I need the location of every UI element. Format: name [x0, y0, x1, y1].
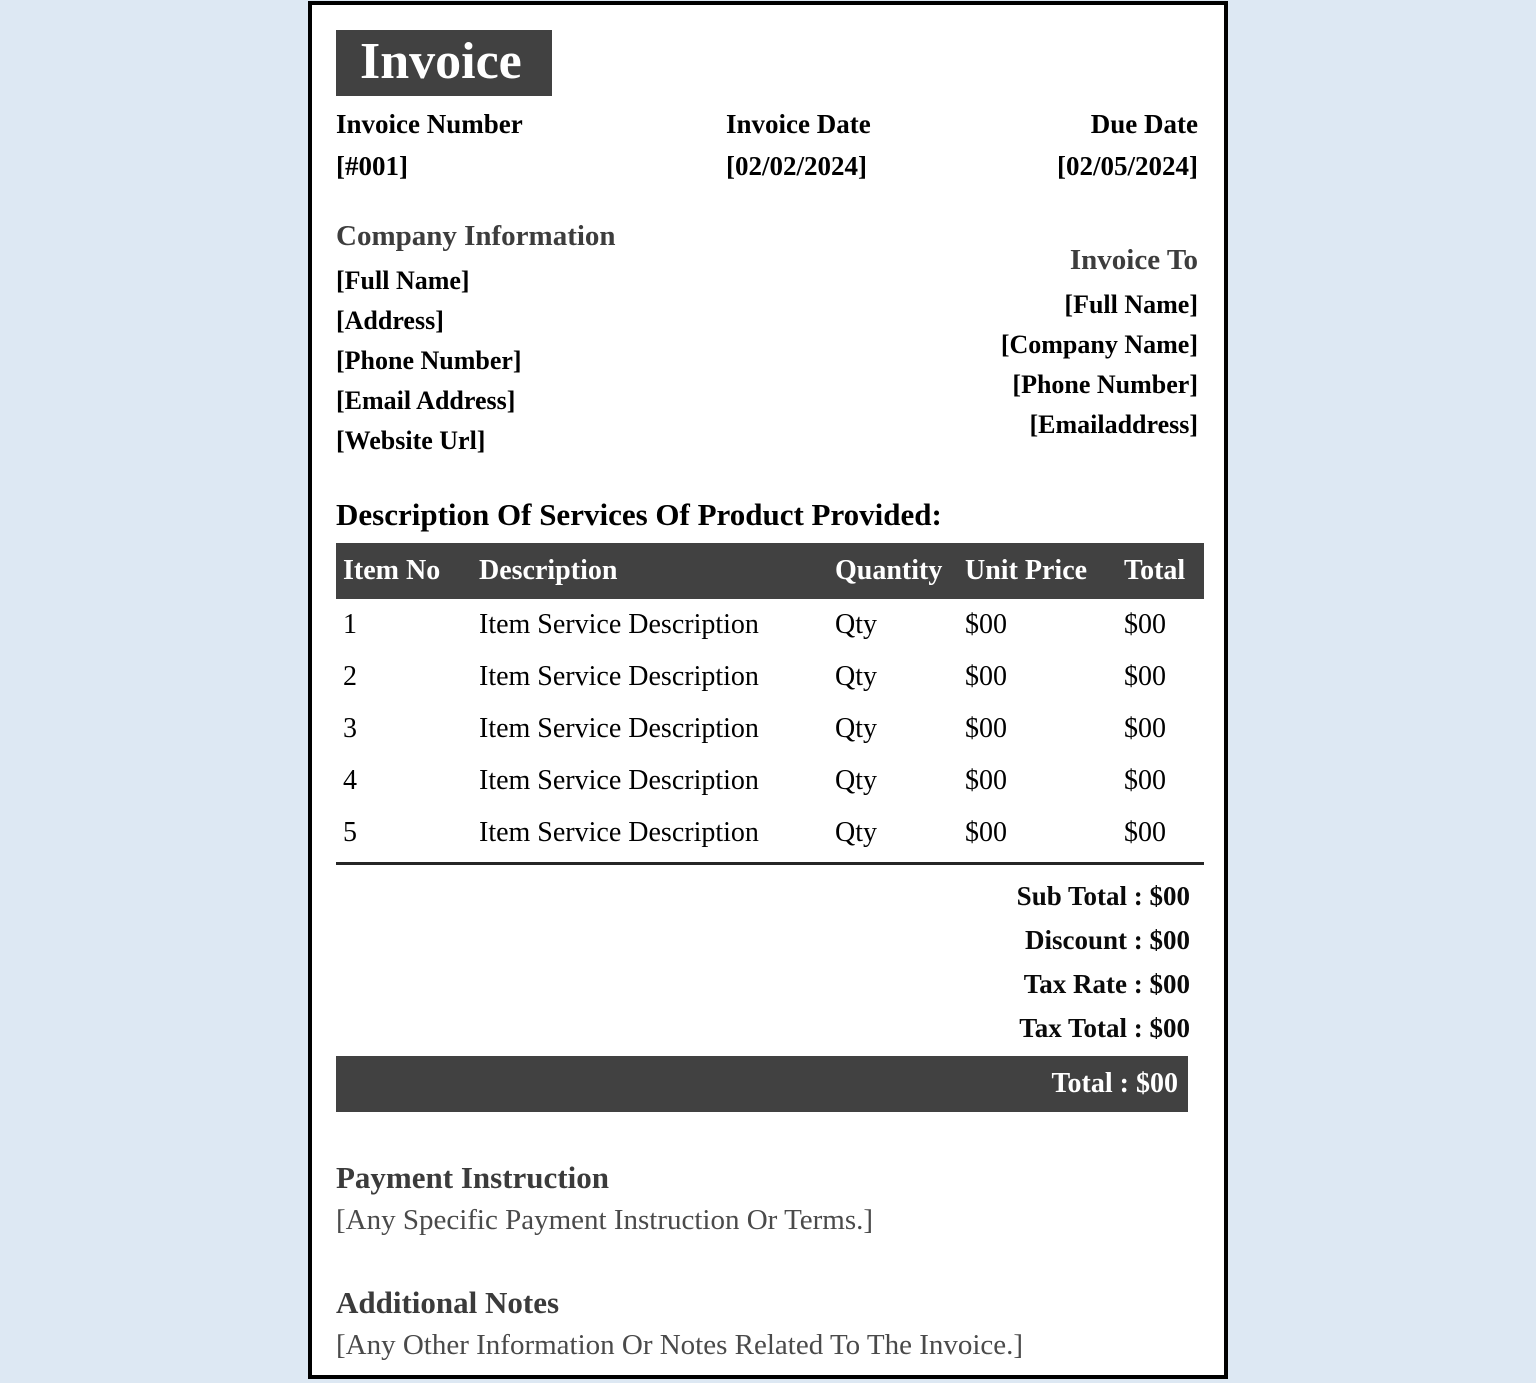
cell-total: $00 [1124, 661, 1166, 692]
column-header-item-no: Item No [336, 543, 472, 599]
invoice-number-value: [#001] [336, 151, 408, 181]
cell-item-no: 5 [343, 817, 357, 848]
invoice-title: Invoice [360, 33, 522, 90]
tax-rate-label: Tax Rate : [1023, 969, 1143, 999]
client-company-name: [Company Name] [1000, 330, 1198, 359]
cell-item-no: 4 [343, 765, 357, 796]
tax-total-value: $00 [1149, 1013, 1190, 1043]
client-phone-number: [Phone Number] [1012, 370, 1198, 399]
totals-block [336, 874, 1204, 1050]
due-date-label: Due Date [1090, 109, 1198, 139]
table-row [336, 703, 1204, 755]
sub-total-value: $00 [1149, 881, 1190, 911]
cell-quantity: Qty [835, 609, 877, 640]
company-phone-number: [Phone Number] [336, 346, 522, 375]
cell-description: Item Service Description [479, 661, 759, 692]
discount-value: $00 [1149, 925, 1190, 955]
cell-description: Item Service Description [479, 713, 759, 744]
due-date-block [1057, 109, 1204, 182]
cell-item-no: 2 [343, 661, 357, 692]
cell-total: $00 [1124, 713, 1166, 744]
parties-row [336, 220, 1204, 461]
grand-total-bar [336, 1056, 1188, 1112]
tax-rate-value: $00 [1149, 969, 1190, 999]
company-address: [Address] [336, 306, 444, 335]
items-totals-divider [336, 862, 1204, 865]
invoice-document [308, 1, 1228, 1379]
company-information-heading: Company Information [336, 220, 616, 252]
sub-total-label: Sub Total : [1016, 881, 1143, 911]
cell-total: $00 [1124, 765, 1166, 796]
table-row [336, 807, 1204, 859]
grand-total-value: $00 [1136, 1068, 1178, 1099]
discount-line [336, 918, 1190, 962]
additional-notes-heading: Additional Notes [336, 1285, 560, 1320]
column-header-unit-price: Unit Price [958, 543, 1117, 599]
invoice-to-heading: Invoice To [1069, 244, 1198, 276]
due-date-value: [02/05/2024] [1057, 151, 1198, 181]
company-information-block [336, 220, 616, 461]
sub-total-line [336, 874, 1190, 918]
invoice-date-value: [02/02/2024] [726, 151, 867, 181]
client-email-address: [Emailaddress] [1029, 410, 1198, 439]
invoice-date-label: Invoice Date [726, 109, 871, 139]
payment-instruction-body: [Any Specific Payment Instruction Or Terms.] [336, 1204, 874, 1236]
items-section-heading: Description Of Services Of Product Provided: [336, 497, 942, 532]
payment-instruction-section [336, 1160, 1204, 1237]
cell-quantity: Qty [835, 661, 877, 692]
column-header-description: Description [472, 543, 828, 599]
table-row [336, 651, 1204, 703]
cell-description: Item Service Description [479, 817, 759, 848]
items-table-header-row [336, 543, 1204, 599]
additional-notes-body: [Any Other Information Or Notes Related To The Invoice.] [336, 1329, 1024, 1361]
invoice-date-block [726, 109, 1057, 182]
items-table [336, 543, 1204, 859]
cell-quantity: Qty [835, 817, 877, 848]
cell-total: $00 [1124, 609, 1166, 640]
invoice-number-block [336, 109, 726, 182]
table-row [336, 755, 1204, 807]
cell-description: Item Service Description [479, 765, 759, 796]
cell-item-no: 3 [343, 713, 357, 744]
cell-description: Item Service Description [479, 609, 759, 640]
cell-quantity: Qty [835, 765, 877, 796]
client-full-name: [Full Name] [1064, 290, 1198, 319]
additional-notes-section [336, 1285, 1204, 1362]
company-website-url: [Website Url] [336, 426, 486, 455]
column-header-total: Total [1117, 543, 1204, 599]
cell-unit-price: $00 [965, 661, 1007, 692]
cell-unit-price: $00 [965, 609, 1007, 640]
company-full-name: [Full Name] [336, 266, 470, 295]
tax-total-label: Tax Total : [1019, 1013, 1143, 1043]
cell-total: $00 [1124, 817, 1166, 848]
invoice-meta-row [336, 109, 1204, 182]
table-row [336, 599, 1204, 651]
invoice-to-block [1001, 220, 1204, 461]
invoice-title-banner [336, 30, 552, 96]
discount-label: Discount : [1024, 925, 1143, 955]
invoice-number-label: Invoice Number [336, 109, 523, 139]
cell-item-no: 1 [343, 609, 357, 640]
tax-rate-line [336, 962, 1190, 1006]
cell-unit-price: $00 [965, 817, 1007, 848]
company-email-address: [Email Address] [336, 386, 516, 415]
grand-total-label: Total : [1051, 1068, 1129, 1099]
payment-instruction-heading: Payment Instruction [336, 1160, 609, 1195]
tax-total-line [336, 1006, 1190, 1050]
column-header-quantity: Quantity [828, 543, 958, 599]
cell-unit-price: $00 [965, 765, 1007, 796]
cell-unit-price: $00 [965, 713, 1007, 744]
cell-quantity: Qty [835, 713, 877, 744]
